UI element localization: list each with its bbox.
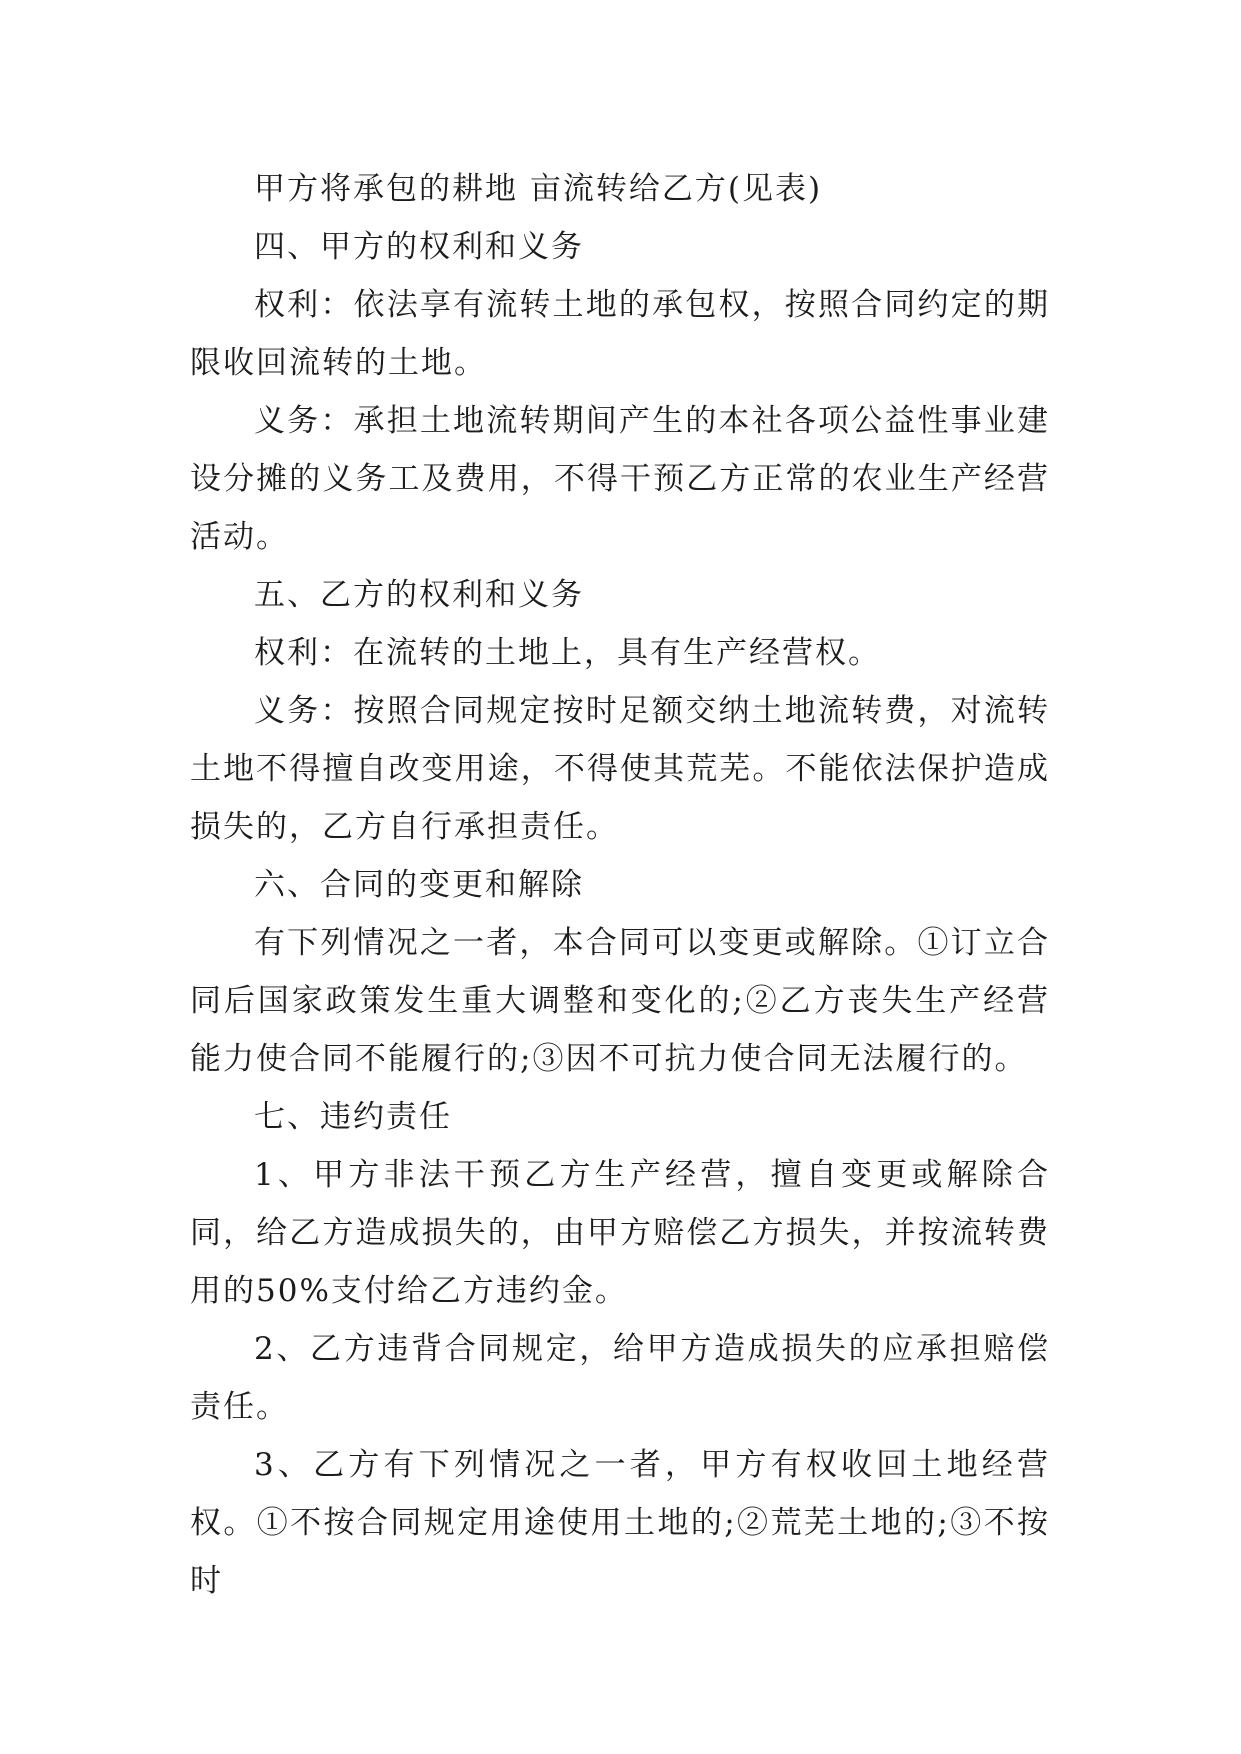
paragraph-land-transfer: 甲方将承包的耕地 亩流转给乙方(见表) <box>254 171 823 207</box>
paragraph-contract-change: 有下列情况之一者，本合同可以变更或解除。①订立合同后国家政策发生重大调整和变化的;②乙方丧失生产经营能力使合同不能履行的;③因不可抗力使合同无法履行的。 <box>190 925 1050 1077</box>
paragraph-breach-2: 2、乙方违背合同规定，给甲方造成损失的应承担赔偿责任。 <box>190 1331 1050 1425</box>
paragraph-party-a-rights: 权利：依法享有流转土地的承包权，按照合同约定的期限收回流转的土地。 <box>190 287 1050 381</box>
paragraph-party-b-rights: 权利：在流转的土地上，具有生产经营权。 <box>254 635 881 671</box>
heading-party-a-rights-duties: 四、甲方的权利和义务 <box>254 229 584 265</box>
paragraph-party-b-duties: 义务：按照合同规定按时足额交纳土地流转费，对流转土地不得擅自改变用途，不得使其荒芜。不能依法保护造成损失的，乙方自行承担责任。 <box>190 693 1050 845</box>
document-body <box>190 160 1050 1610</box>
paragraph-party-a-duties: 义务：承担土地流转期间产生的本社各项公益性事业建设分摊的义务工及费用，不得干预乙方正常的农业生产经营活动。 <box>190 403 1050 555</box>
heading-breach-liability: 七、违约责任 <box>254 1099 452 1135</box>
paragraph-breach-1: 1、甲方非法干预乙方生产经营，擅自变更或解除合同，给乙方造成损失的，由甲方赔偿乙方损失，并按流转费用的50%支付给乙方违约金。 <box>190 1157 1050 1309</box>
heading-party-b-rights-duties: 五、乙方的权利和义务 <box>254 577 584 613</box>
paragraph-breach-3: 3、乙方有下列情况之一者，甲方有权收回土地经营权。①不按合同规定用途使用土地的;②荒芜土地的;③不按时 <box>190 1447 1050 1599</box>
heading-contract-change: 六、合同的变更和解除 <box>254 867 584 903</box>
